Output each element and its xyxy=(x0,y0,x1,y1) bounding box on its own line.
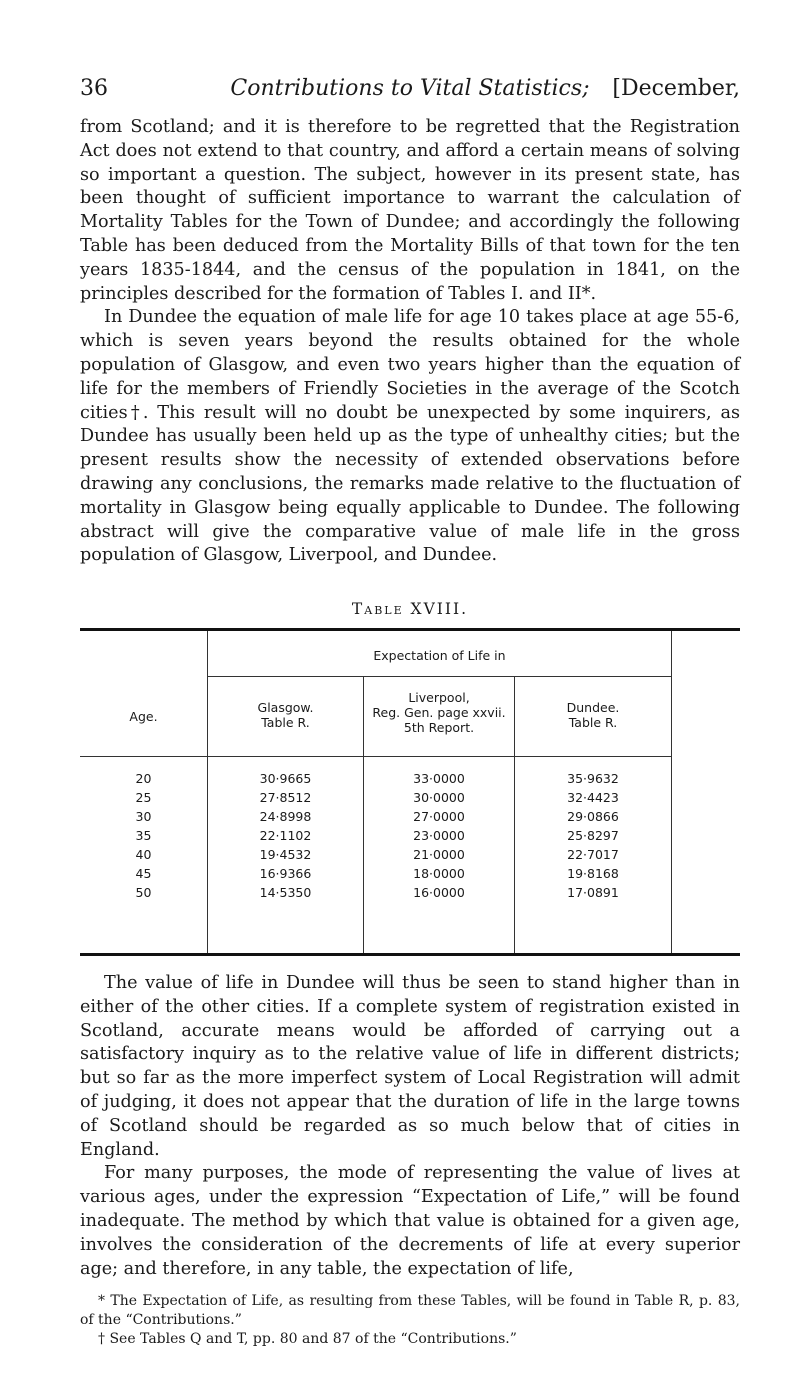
paragraph: from Scotland; and it is therefore to be regretted that the Registration Act does not extend to that country, and afford a certain means of solving so important a question. The subject, however in its present state, has been thought of sufficient importance to warrant the calculation of Mortality Tables for the Town of Dundee; and accordingly the following Table has been deduced from the Mortality Bills of that town for the ten years 1835-1844, and the census of the population in 1841, on the principles described for the formation of Tables I. and II*. xyxy=(80,117,740,304)
table-row: 35 22·1102 23·0000 25·8297 xyxy=(135,828,619,843)
header-divider xyxy=(208,676,671,677)
table-row: 45 16·9366 18·0000 19·8168 xyxy=(135,866,619,881)
expectation-table xyxy=(80,628,740,956)
table-title: Table XVIII. xyxy=(351,600,469,618)
paragraph: In Dundee the equation of male life for age 10 takes place at age 55-6, which is seven years beyond the results obtained for the whole population of Glasgow, and even two years higher than the equation of life for the members of Friendly Societies in the average of the Scotch cities†. This result will no doubt be unexpected by some inquirers, as Dundee has usually been held up as the type of unhealthy cities; but the present results show the necessity of extended observations before drawing any conclusions, the remarks made relative to the fluctuation of mortality in Glasgow being equally applicable to Dundee. The following abstract will give the comparative value of male life in the gross population of Glasgow, Liverpool, and Dundee. xyxy=(80,307,740,566)
column-header-age: Age. xyxy=(129,709,158,724)
body-text-top xyxy=(80,116,740,568)
table-top-rule xyxy=(80,628,740,631)
column-header-dundee: Dundee. Table R. xyxy=(566,700,620,730)
running-head xyxy=(80,76,740,104)
header-divider xyxy=(80,756,671,757)
table-bottom-rule xyxy=(80,953,740,956)
column-header-glasgow: Glasgow. Table R. xyxy=(257,700,314,730)
paragraph: For many purposes, the mode of representing the value of lives at various ages, under the expression “Expectation of Life,” will be found inadequate. The method by which that value is obtained for a given age, involves the consideration of the decrements of life at every superior age; and therefore, in any table, the expectation of life, xyxy=(80,1163,740,1279)
running-title: Contributions to Vital Statistics; xyxy=(230,76,590,101)
column-divider xyxy=(671,631,672,953)
table-row: 40 19·4532 21·0000 22·7017 xyxy=(135,847,619,862)
column-header-liverpool: Liverpool, Reg. Gen. page xxvii. 5th Report. xyxy=(372,690,506,735)
body-text-bottom xyxy=(80,972,740,1281)
table-row: 30 24·8998 27·0000 29·0866 xyxy=(135,809,619,824)
footnote: † See Tables Q and T, pp. 80 and 87 of the “Contributions.” xyxy=(98,1331,517,1347)
page-number: 36 xyxy=(80,76,108,101)
footnotes xyxy=(80,1292,740,1349)
paragraph: The value of life in Dundee will thus be seen to stand higher than in either of the other cities. If a complete system of registration existed in Scotland, accurate means would be afforded of carrying out a satisfactory inquiry as to the relative value of life in different districts; but so far as the more imperfect system of Local Registration will admit of judging, it does not appear that the duration of life in the large towns of Scotland should be regarded as so much below that of cities in England. xyxy=(80,973,740,1160)
table-row: 20 30·9665 33·0000 35·9632 xyxy=(135,771,619,786)
table-row: 25 27·8512 30·0000 32·4423 xyxy=(135,790,619,805)
group-header: Expectation of Life in xyxy=(373,648,506,663)
running-date: [December, xyxy=(612,76,740,101)
table-row: 50 14·5350 16·0000 17·0891 xyxy=(135,885,619,900)
footnote: * The Expectation of Life, as resulting from these Tables, will be found in Table R, p. 83, of the “Contributions.” xyxy=(80,1293,740,1328)
